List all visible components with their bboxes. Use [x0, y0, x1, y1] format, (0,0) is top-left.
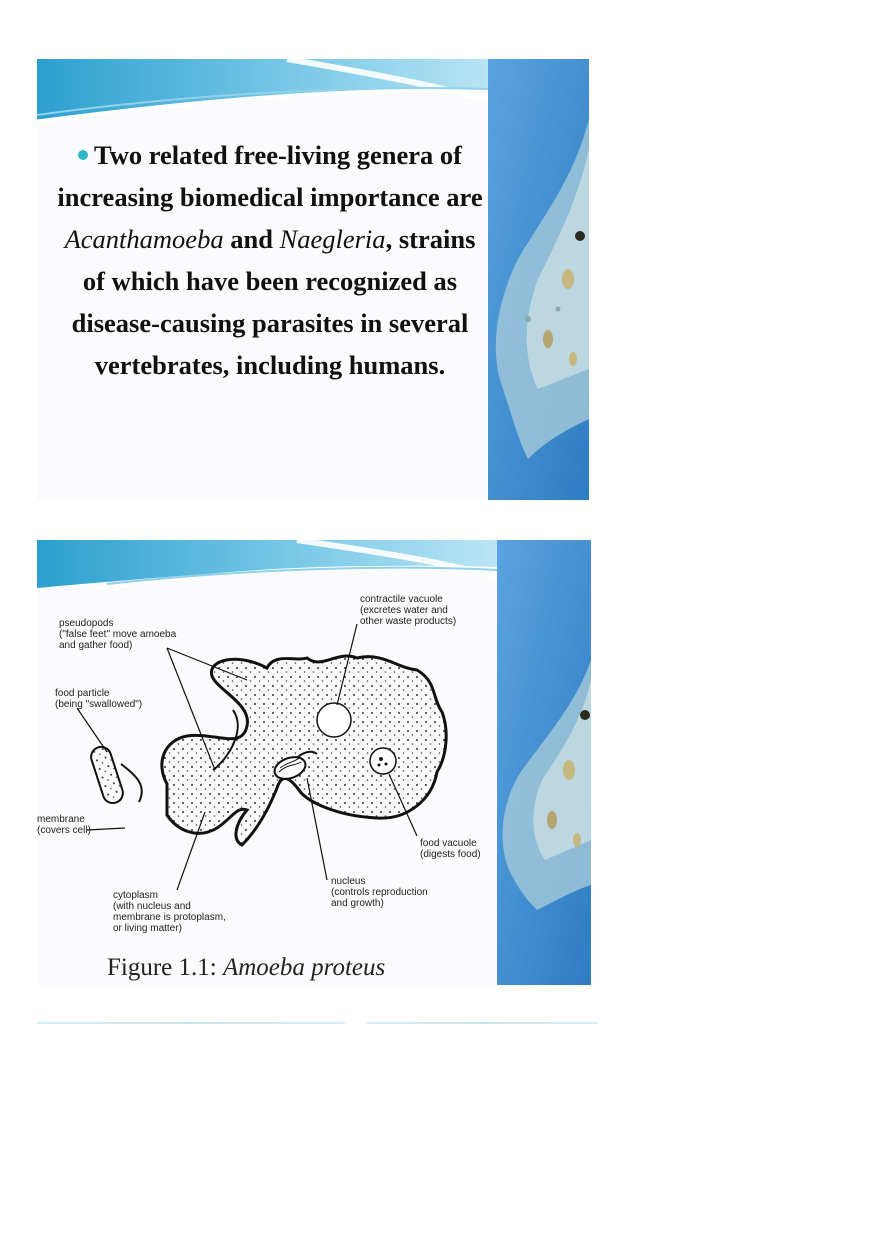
slide-1-body-text [55, 134, 485, 386]
body-text-part-1: Two related free-living genera of increasing biomedical importance are [57, 140, 483, 212]
slide-2 [37, 540, 591, 985]
caption-prefix: Figure 1.1: [107, 954, 223, 981]
genus-acanthamoeba: Acanthamoeba [64, 224, 224, 254]
food-particle [89, 744, 126, 805]
label-food-particle: food particle (being "swallowed") [55, 688, 143, 710]
body-text-part-3: , strains of which have been recognized as disease-causing parasites in several vertebrates, including humans. [71, 224, 476, 380]
bullet-icon [78, 150, 88, 160]
label-nucleus: nucleus (controls reproduction and growth) [331, 876, 428, 909]
body-text-part-2: and [223, 224, 280, 254]
label-contractile-vacuole: contractile vacuole (excretes water and other waste products) [360, 594, 457, 627]
genus-naegleria: Naegleria [279, 224, 386, 254]
figure-caption [107, 954, 467, 982]
label-pseudopods: pseudopods ("false feet" move amoeba and gather food) [59, 618, 177, 651]
food-vacuole [370, 748, 396, 774]
label-cytoplasm: cytoplasm (with nucleus and membrane is protoplasm, or living matter) [113, 890, 226, 934]
amoeba-body [162, 656, 446, 845]
divider-left [37, 1022, 345, 1024]
contractile-vacuole [317, 703, 351, 737]
divider-right [366, 1022, 598, 1024]
label-membrane: membrane (covers cell) [37, 814, 91, 836]
amoeba-photo-image [488, 59, 589, 500]
amoeba-photo-image [497, 540, 591, 985]
caption-species: Amoeba proteus [222, 954, 386, 981]
label-food-vacuole: food vacuole (digests food) [420, 838, 481, 860]
slide-1 [37, 59, 589, 500]
